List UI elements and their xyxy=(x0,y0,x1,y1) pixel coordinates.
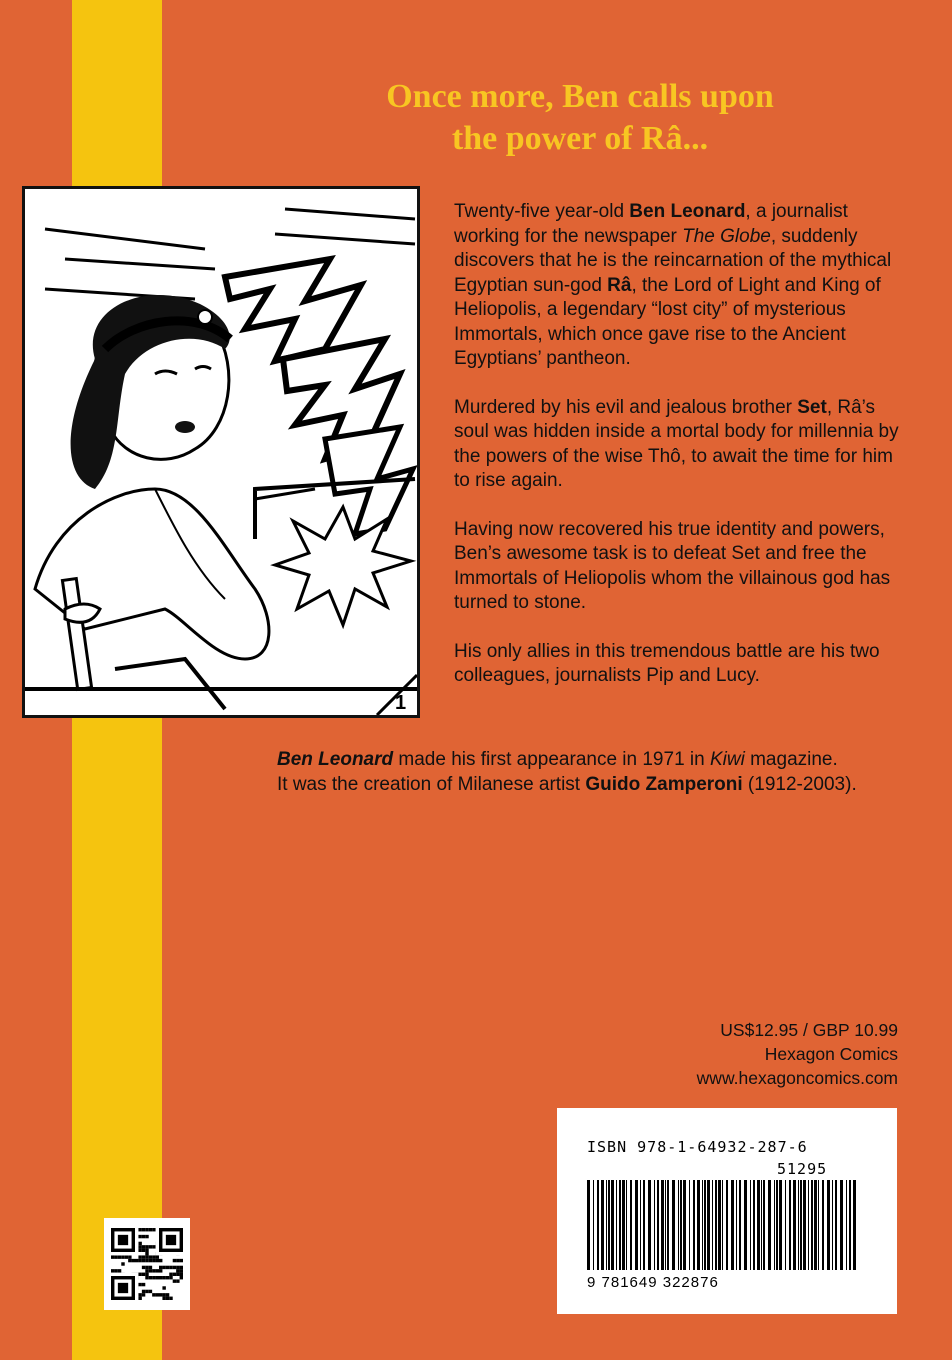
headline xyxy=(260,76,900,160)
text: It was the creation of Milanese artist xyxy=(277,773,586,795)
synopsis-paragraph-4: His only allies in this tremendous battle are his two colleagues, journalists Pip and Lucy. xyxy=(454,640,880,686)
text: Twenty-five year-old xyxy=(454,201,630,222)
synopsis-paragraph-3: Having now recovered his true identity and powers, Ben’s awesome task is to defeat Set and free the Immortals of Heliopolis whom the villainous god has turned to stone. xyxy=(454,518,891,613)
artist-name: Guido Zamperoni xyxy=(585,773,743,795)
isbn-digits: 9 781649 322876 xyxy=(587,1274,719,1291)
text: made his first appearance in 1971 in xyxy=(393,749,710,770)
price: US$12.95 / GBP 10.99 xyxy=(720,1020,898,1040)
comic-panel-illustration xyxy=(22,186,420,718)
isbn-text: ISBN 978-1-64932-287-6 xyxy=(587,1138,808,1156)
set-bold: Set xyxy=(797,396,827,418)
text: (1912-2003). xyxy=(742,773,857,795)
ben-leonard-bold: Ben Leonard xyxy=(629,201,746,222)
credit-line-1 xyxy=(277,748,937,773)
price-block xyxy=(697,1018,898,1090)
headline-line-1: Once more, Ben calls upon xyxy=(386,78,774,115)
text: , suddenly discovers that he is the reincarnation of the mythical Egyptian sun-god xyxy=(454,225,892,296)
headline-line-2: the power of Râ... xyxy=(451,120,709,157)
credit-line-2 xyxy=(277,773,937,798)
panel-number: 1 xyxy=(395,692,407,714)
text: magazine. xyxy=(744,749,838,770)
text: , the Lord of Light and King of Heliopolis, a legendary “lost city” of mysterious Immortals, which once gave rise to the Ancient Egyptians’ pantheon. xyxy=(454,274,881,369)
barcode-box xyxy=(557,1108,897,1314)
text: , Râ’s soul was hidden inside a mortal body for millennia by the powers of the wise Thô, to await the time for him to rise again. xyxy=(454,396,899,491)
synopsis xyxy=(454,200,904,713)
website-link[interactable]: www.hexagoncomics.com xyxy=(696,1068,898,1088)
kiwi-magazine: Kiwi xyxy=(709,749,745,770)
synopsis-paragraph-2 xyxy=(454,396,904,494)
creator-credit xyxy=(277,748,937,797)
synopsis-paragraph-1 xyxy=(454,200,904,372)
qr-code-graphic xyxy=(111,1228,183,1300)
ben-leonard-title: Ben Leonard xyxy=(277,749,394,770)
text: , a journalist working for the newspaper xyxy=(454,201,848,247)
price-code: 51295 xyxy=(777,1160,828,1178)
qr-code-icon[interactable] xyxy=(104,1218,190,1310)
the-globe-italic: The Globe xyxy=(682,225,771,247)
comic-illustration xyxy=(25,189,417,715)
text: Murdered by his evil and jealous brother xyxy=(454,396,798,418)
publisher: Hexagon Comics xyxy=(764,1044,898,1064)
ra-bold: Râ xyxy=(607,274,632,296)
barcode-icon xyxy=(587,1180,867,1272)
